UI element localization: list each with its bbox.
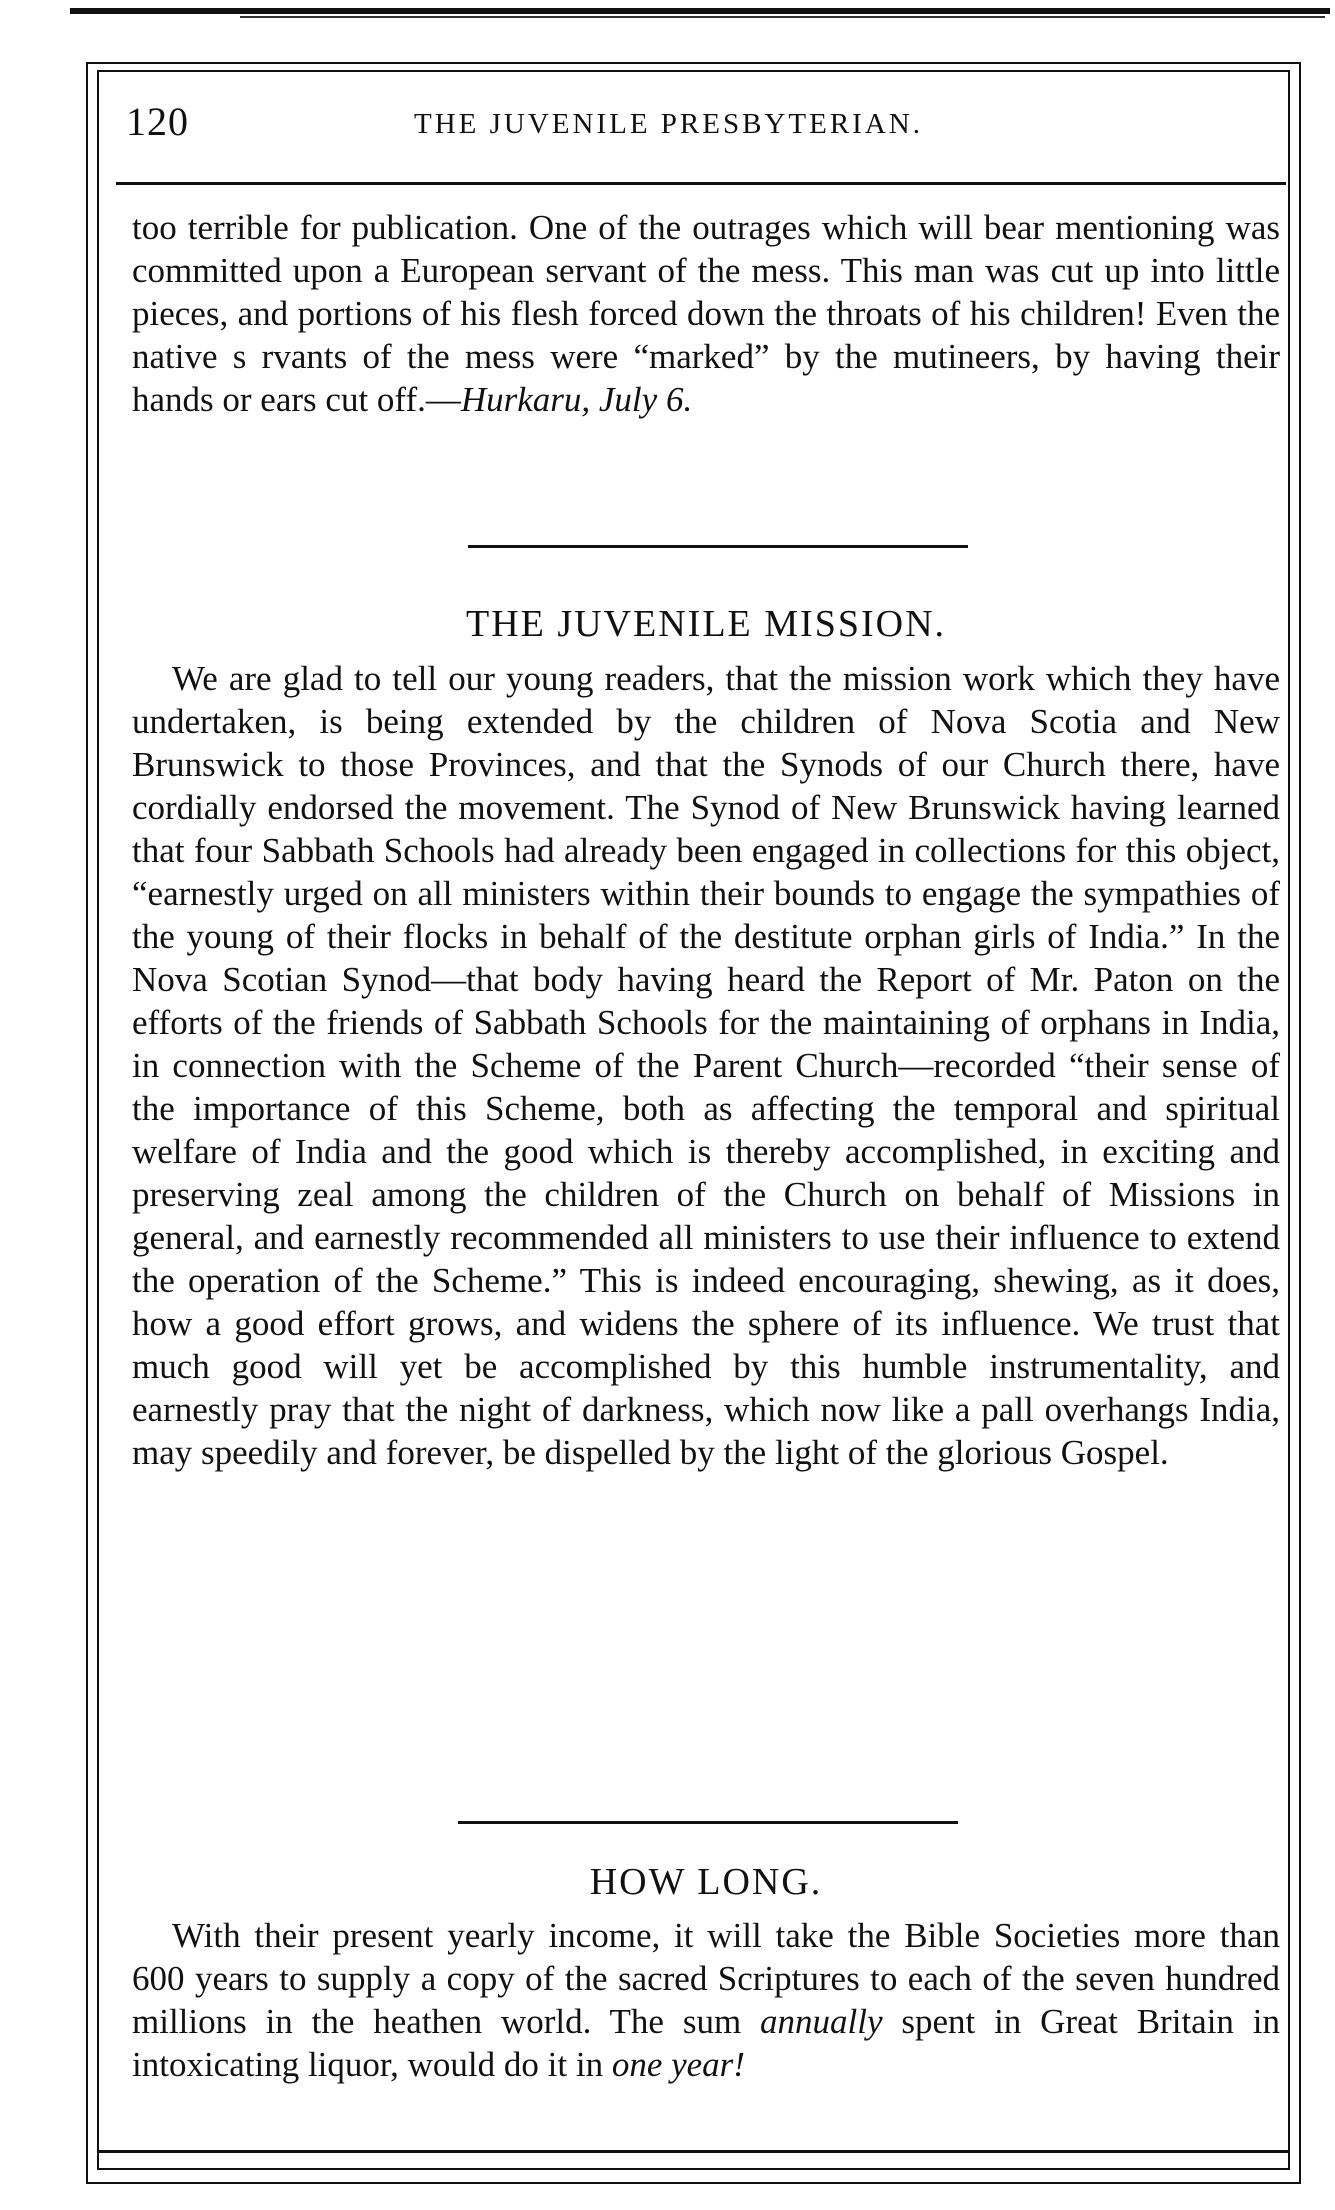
page-number: 120 [126,99,189,144]
continued-paragraph [132,206,1280,421]
section-divider [468,545,968,548]
how-long-text-2: spent in Great Britain in intoxicating liquor, would do it in [132,2002,1280,2084]
how-long-text-1: With their present yearly income, it will take the Bible Societies more than 600 years to supply a copy of the sacred Scriptures to each of the seven hundred millions in the heathen world. The sum [132,1916,1280,2041]
running-title: THE JUVENILE PRESBYTERIAN. [414,108,923,140]
continued-text: too terrible for publication. One of the outrages which will bear mentioning was committed upon a European servant of the mess. This man was cut up into little pieces, and portions of his flesh forced down the throats of his children! Even the native s rvants of the mess were “marked” by the mutineers, by having their hands or ears cut off.— [132,208,1280,419]
emphasis-one-year: one year! [611,2045,745,2084]
emphasis-annually: annually [760,2002,883,2041]
section-divider [458,1821,958,1824]
how-long-title: HOW LONG. [589,1861,823,1903]
top-edge-rule [70,8,1330,14]
top-edge-thin-rule [240,16,1325,18]
continued-source: Hurkaru, July 6. [460,380,693,419]
mission-body: We are glad to tell our young readers, that the mission work which they have undertaken, is being extended by the children of Nova Scotia and New Brunswick to those Provinces, and that the Synods of our Church there, have cordially endorsed the movement. The Synod of New Brunswick having learned that four Sabbath Schools had already been engaged in collections for this object, “earnestly urged on all ministers within their bounds to engage the sympathies of the young of their flocks in behalf of the destitute orphan girls of India.” In the Nova Scotian Synod—that body having heard the Report of Mr. Paton on the efforts of the friends of Sabbath Schools for the maintaining of orphans in India, in connection with the Scheme of the Parent Church—recorded “their sense of the importance of this Scheme, both as affecting the temporal and spiritual welfare of India and the good which is thereby accomplished, in exciting and preserving zeal among the children of the Church on behalf of Missions in general, and earnestly recommended all ministers to use their influence to extend the operation of the Scheme.” This is indeed encouraging, shewing, as it does, how a good effort grows, and widens the sphere of its influence. We trust that much good will yet be accomplished by this humble instrumentality, and earnestly pray that the night of darkness, which now like a pall overhangs India, may speedily and forever, be dispelled by the light of the glorious Gospel. [132,659,1280,1472]
page-header [126,98,1278,154]
mission-title: THE JUVENILE MISSION. [465,603,947,645]
how-long-body [132,1914,1280,2086]
bottom-rule [97,2150,1290,2153]
header-rule [116,182,1286,185]
